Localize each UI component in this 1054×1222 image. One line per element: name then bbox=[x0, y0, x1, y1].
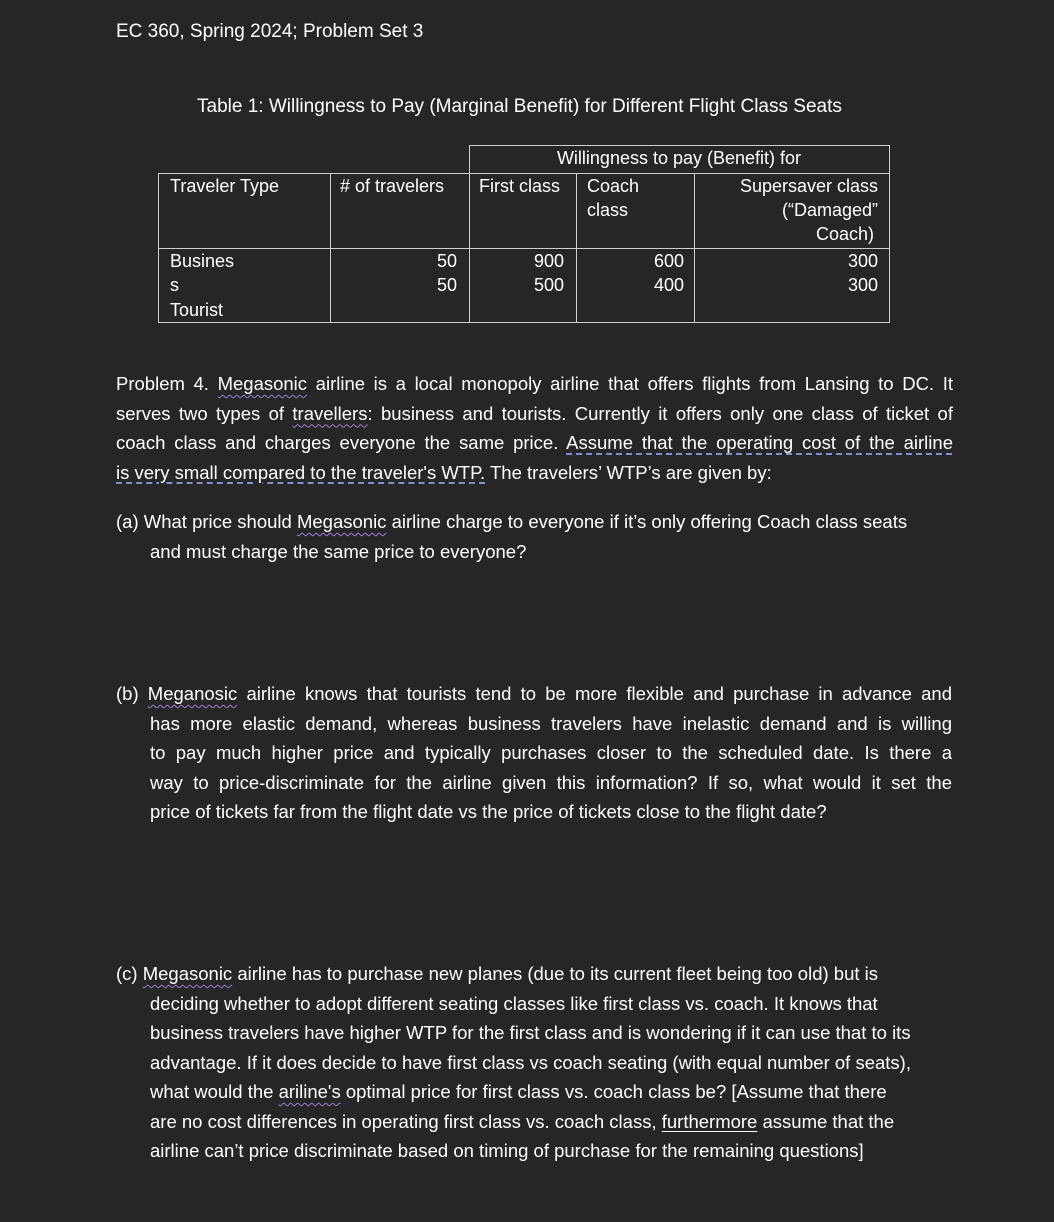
table-right-border bbox=[889, 145, 890, 323]
part-c-line: airline can’t price discriminate based on timing of purchase for the remaining questions] bbox=[150, 1140, 864, 1161]
wtp-table bbox=[158, 145, 890, 323]
text-run: airline has to purchase new planes (due to its current fleet being too old) but is bbox=[232, 963, 879, 984]
part-c-line bbox=[150, 1077, 954, 1107]
underlined-word: furthermore bbox=[661, 1110, 758, 1132]
spellcheck-word: Megasonic bbox=[142, 963, 233, 984]
spellcheck-word: Meganosic bbox=[147, 683, 238, 704]
part-b-line: to pay much higher price and typically purchases closer to the scheduled date. Is there a bbox=[150, 742, 952, 763]
cell-tourist-coach: 400 bbox=[653, 275, 684, 295]
text-run: (b) bbox=[116, 683, 148, 704]
text-run: assume that the bbox=[757, 1110, 895, 1132]
text-run: coach class and charges everyone the same price. bbox=[116, 432, 567, 453]
row-label-business: Busines bbox=[170, 251, 235, 271]
col-header-traveler-type: Traveler Type bbox=[170, 176, 280, 196]
part-a-line bbox=[116, 507, 954, 537]
part-c-line: deciding whether to adopt different seating classes like first class vs. coach. It knows that bbox=[150, 992, 878, 1014]
document-header: EC 360, Spring 2024; Problem Set 3 bbox=[116, 21, 424, 42]
table-divider-4 bbox=[694, 173, 695, 323]
col-header-supersaver-line3: Coach) bbox=[815, 224, 874, 244]
col-header-supersaver: Supersaver class bbox=[739, 176, 878, 196]
problem-intro-line bbox=[116, 428, 953, 458]
table-divider-1 bbox=[330, 173, 331, 323]
part-c bbox=[116, 959, 954, 1166]
col-header-num-travelers: # of travelers bbox=[340, 176, 445, 196]
col-header-first-class: First class bbox=[479, 176, 560, 196]
grammar-flagged-text: is very small compared to the traveler's WTP. bbox=[116, 461, 486, 483]
problem-intro bbox=[116, 369, 953, 487]
grammar-flagged-text: Assume that the operating cost of the airline bbox=[566, 432, 953, 453]
col-header-coach-line2: class bbox=[587, 200, 629, 220]
table-caption: Table 1: Willingness to Pay (Marginal Benefit) for Different Flight Class Seats bbox=[197, 96, 842, 117]
part-c-line bbox=[150, 1107, 954, 1137]
table-left-border bbox=[158, 173, 159, 323]
spellcheck-word: travellers bbox=[292, 402, 368, 424]
table-divider-3 bbox=[576, 173, 577, 323]
cell-business-first: 900 bbox=[533, 251, 564, 271]
problem-intro-line bbox=[116, 369, 953, 399]
part-a-line: and must charge the same price to everyone? bbox=[150, 540, 527, 562]
part-a bbox=[116, 507, 954, 566]
spellcheck-word: ariline's bbox=[278, 1081, 341, 1102]
problem-intro-line bbox=[116, 399, 953, 429]
text-run: are no cost differences in operating first class vs. coach class, bbox=[150, 1110, 662, 1132]
text-run: serves two types of bbox=[116, 402, 293, 424]
row-label-tourist: Tourist bbox=[170, 300, 224, 320]
cell-business-travelers: 50 bbox=[436, 251, 457, 271]
cell-tourist-travelers: 50 bbox=[436, 275, 457, 295]
text-run: (a) What price should bbox=[116, 511, 297, 532]
text-run: optimal price for first class vs. coach class be? [Assume that there bbox=[340, 1081, 887, 1102]
cell-tourist-super: 300 bbox=[847, 275, 878, 295]
group-header: Willingness to pay (Benefit) for bbox=[556, 148, 802, 168]
part-b-line: has more elastic demand, whereas business travelers have inelastic demand and is willing bbox=[150, 712, 952, 734]
cell-business-coach: 600 bbox=[653, 251, 684, 271]
problem-label: Problem 4. bbox=[116, 373, 218, 394]
text-run: what would the bbox=[150, 1081, 279, 1102]
part-b-line: price of tickets far from the flight date vs the price of tickets close to the flight date? bbox=[150, 801, 827, 822]
part-b-line: way to price-discriminate for the airline given this information? If so, what would it set the bbox=[150, 771, 952, 793]
part-b-line bbox=[116, 679, 952, 709]
part-b bbox=[116, 679, 952, 827]
cell-business-super: 300 bbox=[847, 251, 878, 271]
table-bottom-border bbox=[158, 322, 890, 323]
text-run: : business and tourists. Currently it offers only one class of ticket of bbox=[367, 402, 953, 424]
text-run: airline knows that tourists tend to be more flexible and purchase in advance and bbox=[237, 683, 953, 704]
text-run: airline charge to everyone if it’s only offering Coach class seats bbox=[386, 511, 908, 532]
table-divider-2 bbox=[469, 145, 470, 323]
part-c-line: advantage. If it does decide to have first class vs coach seating (with equal number of seats), bbox=[150, 1051, 911, 1073]
text-run: The travelers’ WTP’s are given by: bbox=[485, 461, 772, 483]
part-c-line: business travelers have higher WTP for the first class and is wondering if it can use that to its bbox=[150, 1022, 911, 1043]
col-header-coach: Coach bbox=[587, 176, 640, 196]
part-c-line bbox=[116, 959, 954, 989]
text-run: (c) bbox=[116, 963, 143, 984]
spellcheck-word: Megasonic bbox=[296, 511, 387, 532]
spellcheck-word: Megasonic bbox=[217, 373, 308, 394]
cell-tourist-first: 500 bbox=[533, 275, 564, 295]
row-label-business-wrap: s bbox=[170, 275, 179, 295]
problem-intro-line bbox=[116, 458, 953, 488]
col-header-supersaver-line2: (“Damaged” bbox=[781, 200, 878, 220]
text-run: airline is a local monopoly airline that offers flights from Lansing to DC. It bbox=[307, 373, 953, 394]
